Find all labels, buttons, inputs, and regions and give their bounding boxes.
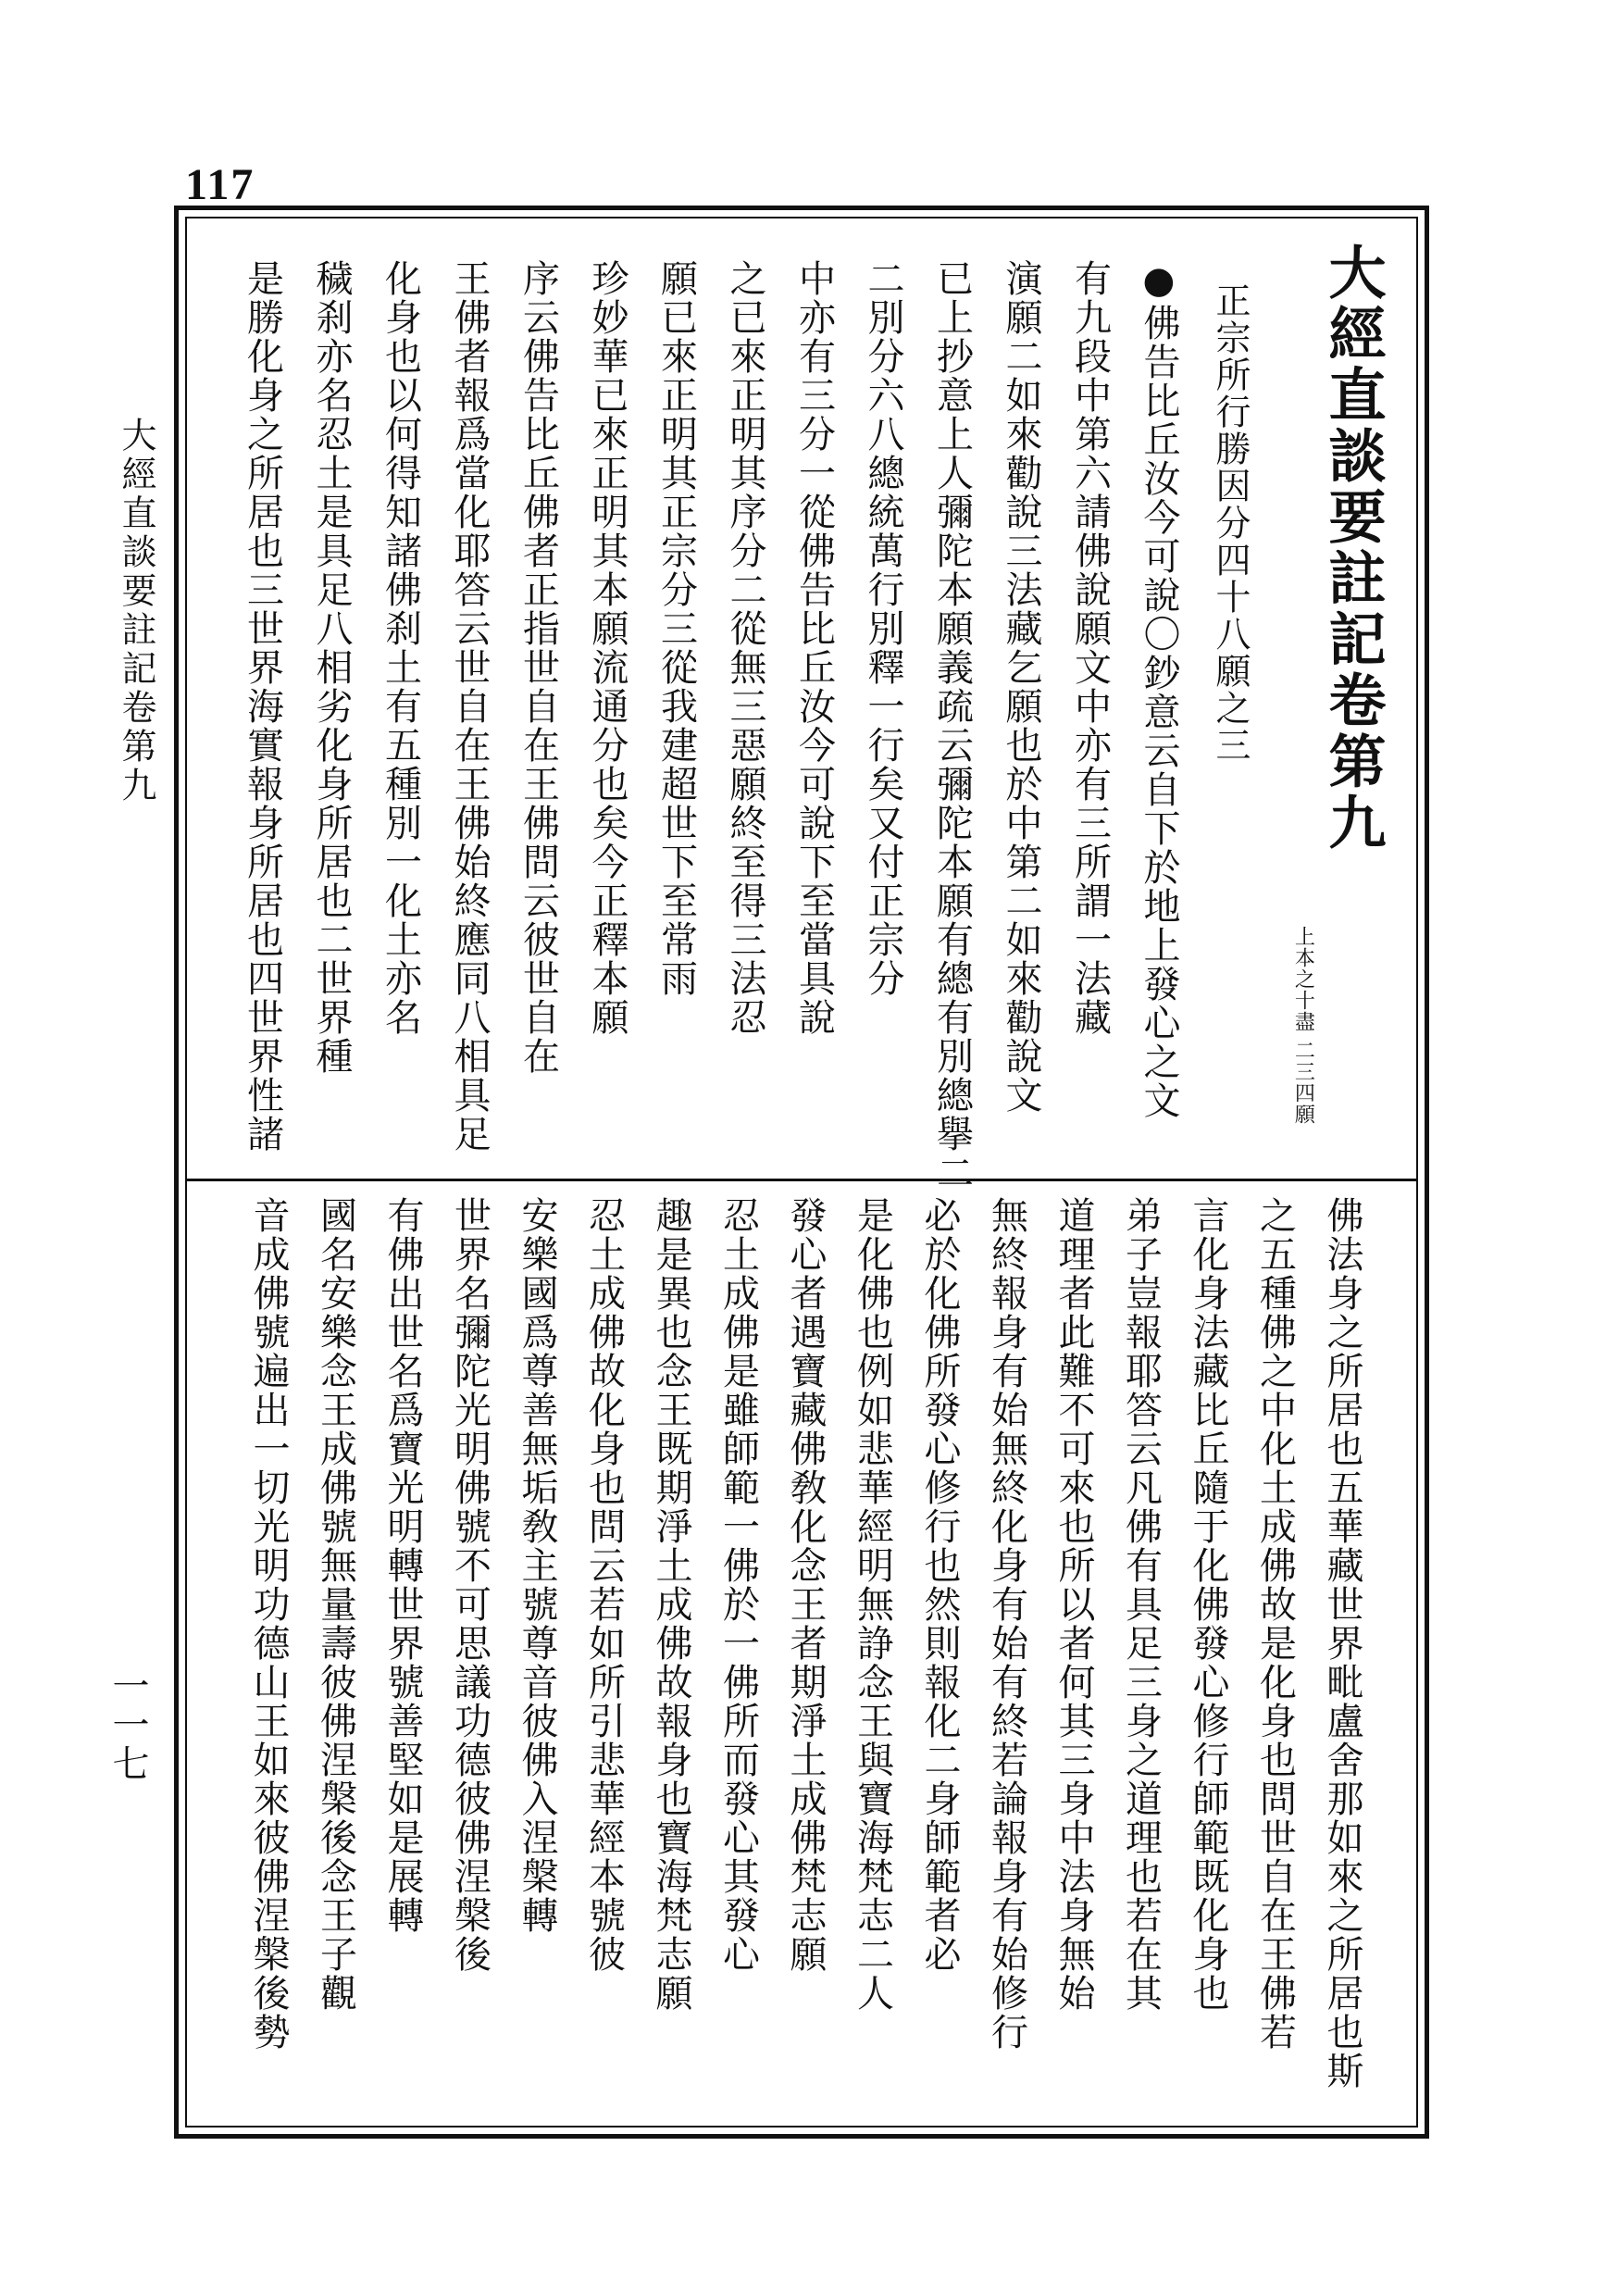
- text-column: 有九段中第六請佛說願文中亦有三所謂一法藏: [1068, 259, 1112, 1037]
- text-column: 珍妙華已來正明其本願流通分也矣今正釋本願: [586, 259, 629, 1037]
- side-page-number: 一一七: [106, 1666, 149, 1783]
- text-column: 化身也以何得知諸佛刹土有五種別一化土亦名: [379, 259, 422, 1037]
- text-column: 是勝化身之所居也三世界海實報身所居也四世界性諸: [241, 259, 284, 1154]
- text-column: 音成佛號遍出一切光明功德山王如來彼佛涅槃後勢: [247, 1196, 290, 2052]
- text-column: 二別分六八總統萬行別釋一行矣又付正宗分: [862, 259, 904, 998]
- text-column: 言化身法藏比丘隨于化佛發心修行師範既化身也: [1187, 1196, 1229, 2013]
- section-heading: 正宗所行勝因分四十八願之三: [1210, 282, 1251, 764]
- text-column: ●佛告比丘汝今可說〇鈔意云自下於地上發心之文: [1138, 259, 1180, 1120]
- text-column: 國名安樂念王成佛號無量壽彼佛涅槃後念王子觀: [314, 1196, 357, 2013]
- text-column: 發心者遇寶藏佛敎化念王者期淨土成佛梵志願: [784, 1196, 827, 1974]
- text-column: 趣是異也念王既期淨土成佛故報身也寶海梵志願: [650, 1196, 692, 2013]
- text-column: 忍土成佛是雖師範一佛於一佛所而發心其發心: [716, 1196, 760, 1974]
- text-column: 世界名彌陀光明佛號不可思議功德彼佛涅槃後: [448, 1196, 492, 1974]
- section-divider: [185, 1179, 1418, 1181]
- text-column: 安樂國爲尊善無垢敎主號尊音彼佛入涅槃轉: [516, 1196, 558, 1935]
- running-title: 大經直談要註記卷第九: [116, 417, 156, 805]
- text-column: 是化佛也例如悲華經明無諍念王與寶海梵志二人: [851, 1196, 894, 2013]
- text-column: 王佛者報爲當化耶答云世自在王佛始終應同八相具足: [448, 259, 491, 1154]
- text-column: 演願二如來勸說三法藏乞願也於中第二如來勸說文: [1000, 259, 1042, 1115]
- text-column: 之五種佛之中化土成佛故是化身也問世自在王佛若: [1253, 1196, 1297, 2052]
- page-number: 117: [185, 160, 255, 209]
- text-column: 佛法身之所居也五華藏世界毗盧舍那如來之所居也斯: [1321, 1196, 1363, 2090]
- text-column: 已上抄意上人彌陀本願義疏云彌陀本願有總有別總擧二: [930, 259, 974, 1192]
- text-column: 願已來正明其正宗分三從我建超世下至常雨: [654, 259, 698, 998]
- text-column: 必於化佛所發心修行也然則報化二身師範者必: [918, 1196, 961, 1974]
- text-column: 忍土成佛故化身也問云若如所引悲華經本號彼: [582, 1196, 626, 1974]
- text-column: 有佛出世名爲寶光明轉世界號善堅如是展轉: [381, 1196, 424, 1935]
- volume-title: 大經直談要註記卷第九: [1319, 243, 1387, 854]
- text-column: 穢刹亦名忍土是具足八相劣化身所居也二世界種: [310, 259, 353, 1076]
- text-column: 之已來正明其序分二從無三惡願終至得三法忍: [724, 259, 766, 1037]
- text-column: 中亦有三分一從佛告比丘汝今可說下至當具說: [792, 259, 836, 1037]
- text-column: 無終報身有始無終化身有始有終若論報身有始修行: [985, 1196, 1028, 2052]
- text-column: 道理者此難不可來也所以者何其三身中法身無始: [1052, 1196, 1095, 2013]
- title-note: 上本之十盡 二三四願: [1291, 926, 1315, 1125]
- text-column: 序云佛告比丘佛者正指世自在王佛問云彼世自在: [517, 259, 560, 1076]
- text-column: 弟子豈報耶答云凡佛有具足三身之道理也若在其: [1119, 1196, 1163, 2013]
